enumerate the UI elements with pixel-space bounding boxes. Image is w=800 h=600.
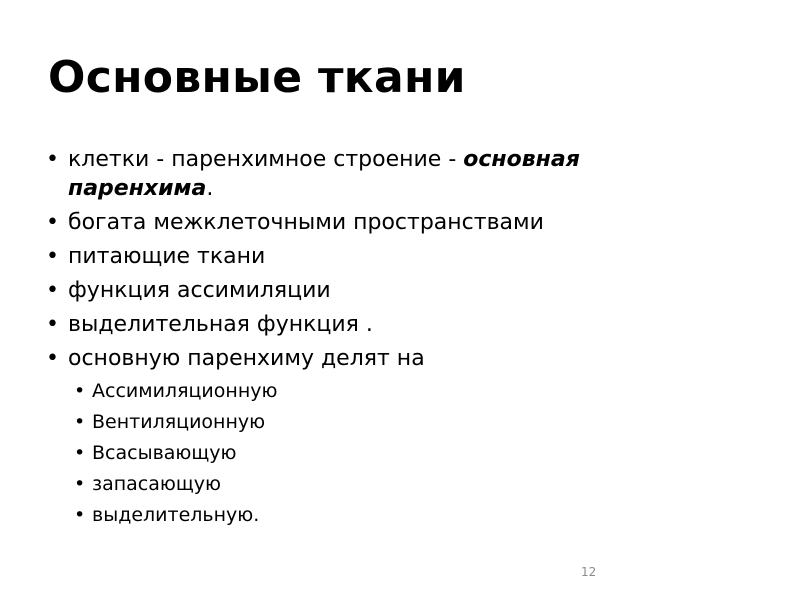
bullet-item-excretory: • выделительная функция . [46, 310, 686, 339]
slide-content [46, 145, 686, 534]
sub-bullet-item: • Всасывающую [70, 441, 686, 466]
bullet-emphasis: основная паренхима [68, 147, 580, 201]
bullet-text: клетки - паренхимное строение - [68, 147, 464, 172]
sub-bullet-item: • Вентиляционную [70, 410, 686, 435]
bullet-item-division [46, 344, 686, 528]
bullet-list [46, 145, 686, 528]
bullet-item-assimilation: • функция ассимиляции [46, 276, 686, 305]
bullet-item-cells [46, 145, 686, 203]
sub-bullet-list [68, 379, 686, 528]
sub-bullet-item: • запасающую [70, 472, 686, 497]
sub-bullet-item: • выделительную. [70, 503, 686, 528]
bullet-text: основную паренхиму делят на [68, 346, 425, 371]
bullet-item-intercellular: • богата межклеточными пространствами [46, 208, 686, 237]
bullet-item-nourishing: • питающие ткани [46, 242, 686, 271]
page-number: 12 [581, 565, 597, 579]
slide-title: Основные ткани [48, 52, 466, 103]
bullet-text-end: . [206, 176, 214, 201]
sub-bullet-item: • Ассимиляционную [70, 379, 686, 404]
